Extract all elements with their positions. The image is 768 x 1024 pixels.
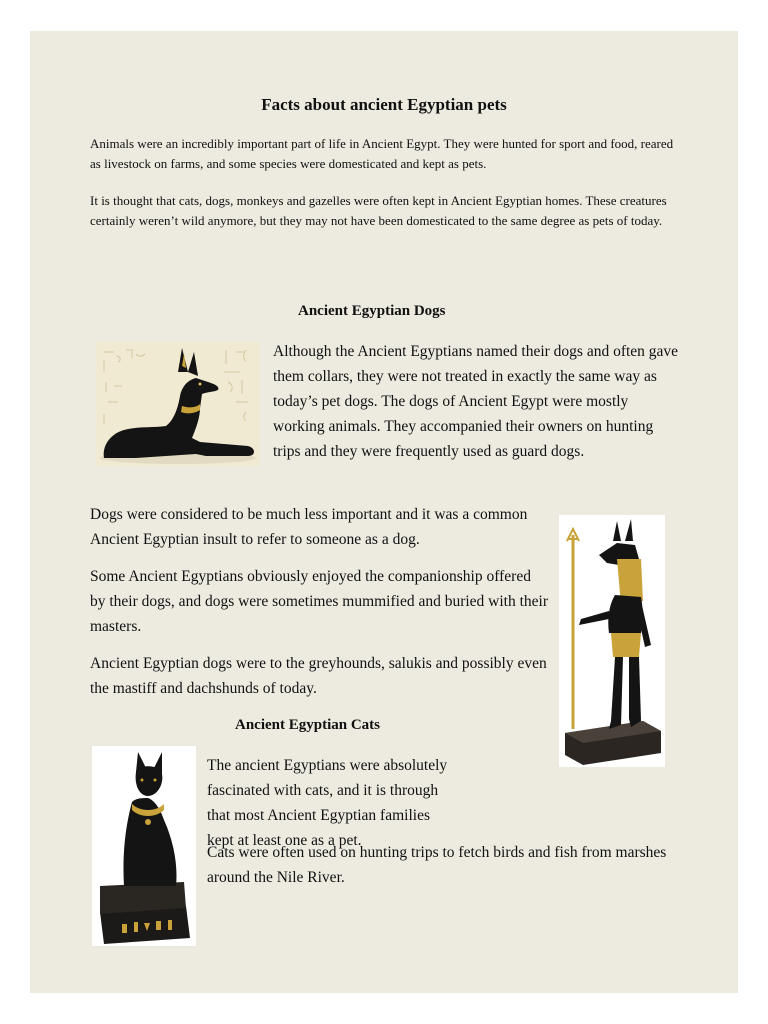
- document-page: [30, 31, 738, 993]
- cats-heading: Ancient Egyptian Cats: [235, 717, 381, 733]
- cats-paragraph-2: Cats were often used on hunting trips to fetch birds and fish from marshes around the Nile River.: [207, 844, 667, 886]
- dogs-paragraph-3: Some Ancient Egyptians obviously enjoyed the companionship offered by their dogs, and dogs were sometimes mummified and buried with their masters.: [90, 568, 549, 635]
- intro-paragraph-1: Animals were an incredibly important part of life in Ancient Egypt. They were hunted for sport and food, reared as livestock on farms, and some species were domesticated and kept as pets.: [90, 136, 674, 171]
- dogs-paragraph-2: Dogs were considered to be much less important and it was a common Ancient Egyptian insult to refer to someone as a dog.: [90, 506, 528, 548]
- bastet-cat-statue-illustration: [92, 746, 196, 946]
- anubis-standing-statue-image: [559, 515, 665, 767]
- anubis-standing-statue-illustration: [559, 515, 665, 767]
- page-title: Facts about ancient Egyptian pets: [261, 95, 507, 114]
- intro-paragraph-2: It is thought that cats, dogs, monkeys and gazelles were often kept in Ancient Egyptian homes. These creatures certainly weren’t wild anymore, but they may not have been domesticated to the same degree as pets of today.: [90, 193, 667, 228]
- dogs-paragraph-1: Although the Ancient Egyptians named their dogs and often gave them collars, they were not treated in exactly the same way as today’s pet dogs. The dogs of Ancient Egypt were mostly working animals. They accompanied their owners on hunting trips and they were frequently used as guard dogs.: [273, 343, 679, 460]
- bastet-cat-statue-image: [92, 746, 196, 946]
- dogs-paragraph-4: Ancient Egyptian dogs were to the greyhounds, salukis and possibly even the mastiff and dachshunds of today.: [90, 655, 547, 697]
- dogs-heading: Ancient Egyptian Dogs: [298, 303, 446, 319]
- anubis-lying-dog-illustration: [96, 342, 260, 466]
- cats-paragraph-1: The ancient Egyptians were absolutely fascinated with cats, and it is through that most Ancient Egyptian families kept at least one as a pet.: [207, 757, 448, 849]
- anubis-lying-dog-image: [96, 342, 260, 466]
